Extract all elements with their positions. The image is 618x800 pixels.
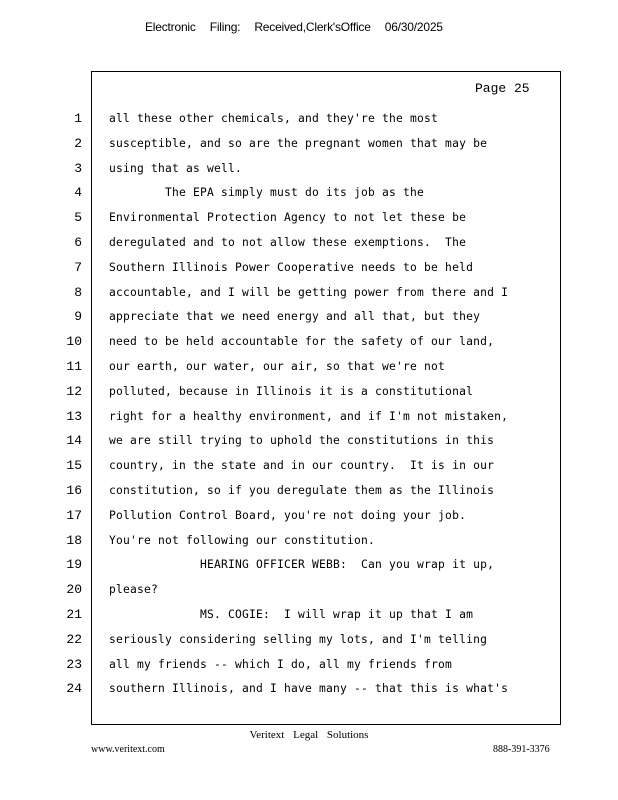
transcript-line: MS. COGIE: I will wrap it up that I am: [109, 607, 474, 621]
transcript-line: polluted, because in Illinois it is a constitutional: [109, 384, 474, 398]
transcript-line: please?: [109, 583, 159, 597]
transcript-line: southern Illinois, and I have many -- that this is what's: [109, 682, 509, 696]
line-number: 9: [74, 309, 82, 325]
filing-stamp-filing: Filing:: [209, 20, 241, 34]
transcript-line: deregulated and to not allow these exemptions. The: [109, 235, 467, 249]
transcript-line: HEARING OFFICER WEBB: Can you wrap it up,: [109, 558, 495, 572]
line-number: 1: [74, 111, 82, 126]
transcript-line: seriously considering selling my lots, and I'm telling: [109, 632, 488, 646]
line-number: 2: [74, 135, 82, 151]
line-number: 24: [66, 681, 82, 697]
transcript-line: accountable, and I will be getting power from there and I: [109, 285, 509, 299]
transcript-line: right for a healthy environment, and if I'm not mistaken,: [109, 409, 509, 423]
filing-stamp-received: Received,Clerk'sOffice: [254, 20, 371, 34]
transcript-line: You're not following our constitution.: [109, 533, 376, 547]
line-number: 16: [66, 482, 82, 498]
line-number: 17: [66, 507, 82, 523]
line-number: 10: [66, 334, 82, 350]
transcript-line: The EPA simply must do its job as the: [109, 186, 425, 200]
transcript-line: all my friends -- which I do, all my friends from: [109, 657, 453, 671]
footer-website: www.veritext.com: [91, 744, 165, 755]
line-number: 15: [66, 458, 82, 474]
line-number: 23: [66, 656, 82, 672]
transcript-line: constitution, so if you deregulate them as the Illinois: [109, 483, 495, 497]
line-number: 3: [74, 160, 82, 176]
transcript-line: need to be held accountable for the safety of our land,: [109, 335, 495, 349]
filing-stamp-electronic: Electronic: [145, 20, 196, 34]
line-number: 4: [74, 185, 82, 201]
line-number: 14: [66, 433, 82, 449]
line-number: 18: [66, 532, 82, 548]
transcript-line: Southern Illinois Power Cooperative needs to be held: [109, 260, 474, 274]
footer-company: Veritext Legal Solutions: [249, 729, 369, 741]
line-number: 6: [74, 234, 82, 250]
transcript-line: Pollution Control Board, you're not doing your job.: [109, 508, 467, 522]
line-number: 11: [66, 358, 82, 374]
transcript-line: susceptible, and so are the pregnant women that may be: [109, 136, 488, 150]
footer-phone: 888-391-3376: [493, 744, 550, 755]
line-number: 7: [74, 259, 82, 275]
line-number: 8: [74, 284, 82, 300]
transcript-line: all these other chemicals, and they're the most: [109, 112, 439, 125]
transcript-line: appreciate that we need energy and all that, but they: [109, 310, 481, 324]
transcript-line: Environmental Protection Agency to not let these be: [109, 211, 467, 225]
transcript-line: using that as well.: [109, 161, 243, 175]
transcript-line: we are still trying to uphold the constitutions in this: [109, 434, 495, 448]
line-number: 20: [66, 582, 82, 598]
filing-stamp-date: 06/30/2025: [384, 20, 443, 34]
line-number: 13: [66, 408, 82, 424]
line-number: 5: [74, 210, 82, 226]
transcript-line: country, in the state and in our country. It is in our: [109, 459, 495, 473]
transcript-line: our earth, our water, our air, so that we're not: [109, 359, 446, 373]
line-number: 21: [66, 606, 82, 622]
line-number: 12: [66, 383, 82, 399]
filing-stamp: [145, 20, 457, 34]
page-number: Page 25: [475, 81, 530, 96]
transcript-body: [109, 109, 554, 704]
line-number: 22: [66, 631, 82, 647]
line-number-column: [60, 109, 82, 704]
line-number: 19: [66, 557, 82, 573]
